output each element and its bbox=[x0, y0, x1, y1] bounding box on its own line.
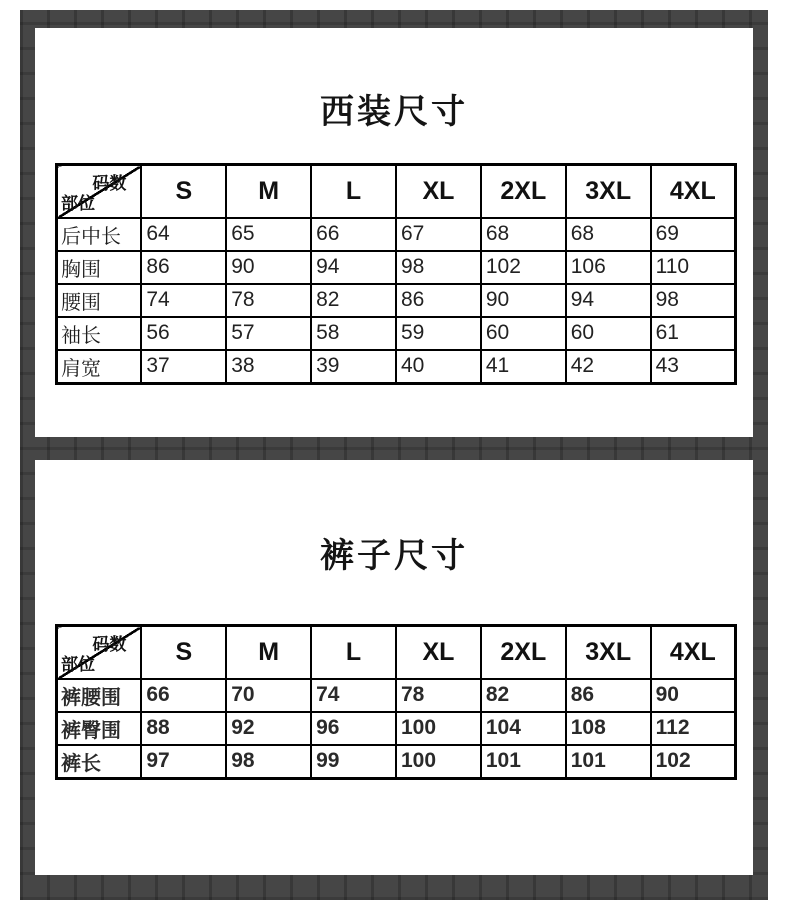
table-row bbox=[57, 284, 736, 317]
size-value: 88 bbox=[141, 712, 226, 745]
corner-part-label: 部位 bbox=[61, 193, 95, 213]
size-value: 97 bbox=[141, 745, 226, 779]
size-value: 74 bbox=[311, 679, 396, 712]
size-value: 96 bbox=[311, 712, 396, 745]
column-header: 3XL bbox=[566, 165, 651, 218]
size-value: 98 bbox=[396, 251, 481, 284]
row-label: 腰围 bbox=[57, 284, 142, 317]
size-value: 102 bbox=[481, 251, 566, 284]
size-value: 38 bbox=[226, 350, 311, 384]
size-value: 98 bbox=[651, 284, 736, 317]
column-header: 3XL bbox=[566, 626, 651, 679]
size-value: 86 bbox=[396, 284, 481, 317]
size-value: 60 bbox=[481, 317, 566, 350]
table-row bbox=[57, 350, 736, 384]
column-header: 4XL bbox=[651, 165, 736, 218]
pants-size-title: 裤子尺寸 bbox=[320, 537, 468, 575]
size-value: 98 bbox=[226, 745, 311, 779]
row-label: 胸围 bbox=[57, 251, 142, 284]
size-value: 90 bbox=[481, 284, 566, 317]
size-value: 43 bbox=[651, 350, 736, 384]
size-value: 69 bbox=[651, 218, 736, 251]
pants-size-table bbox=[55, 624, 737, 780]
size-value: 42 bbox=[566, 350, 651, 384]
suit-size-title: 西装尺寸 bbox=[320, 93, 468, 131]
size-value: 102 bbox=[651, 745, 736, 779]
size-value: 68 bbox=[566, 218, 651, 251]
column-header: 2XL bbox=[481, 626, 566, 679]
size-value: 78 bbox=[396, 679, 481, 712]
column-header: 4XL bbox=[651, 626, 736, 679]
column-header: M bbox=[226, 165, 311, 218]
corner-cell bbox=[57, 165, 142, 218]
column-header: XL bbox=[396, 165, 481, 218]
size-value: 61 bbox=[651, 317, 736, 350]
size-value: 86 bbox=[566, 679, 651, 712]
size-value: 90 bbox=[651, 679, 736, 712]
size-value: 41 bbox=[481, 350, 566, 384]
size-value: 92 bbox=[226, 712, 311, 745]
size-value: 66 bbox=[311, 218, 396, 251]
corner-size-label: 码数 bbox=[92, 174, 127, 193]
size-value: 101 bbox=[481, 745, 566, 779]
row-label: 后中长 bbox=[57, 218, 142, 251]
size-value: 82 bbox=[481, 679, 566, 712]
size-value: 58 bbox=[311, 317, 396, 350]
column-header: XL bbox=[396, 626, 481, 679]
table-row bbox=[57, 712, 736, 745]
size-value: 99 bbox=[311, 745, 396, 779]
size-value: 86 bbox=[141, 251, 226, 284]
size-value: 74 bbox=[141, 284, 226, 317]
size-value: 64 bbox=[141, 218, 226, 251]
column-header: L bbox=[311, 165, 396, 218]
size-value: 94 bbox=[566, 284, 651, 317]
size-value: 65 bbox=[226, 218, 311, 251]
size-value: 78 bbox=[226, 284, 311, 317]
size-value: 68 bbox=[481, 218, 566, 251]
size-value: 56 bbox=[141, 317, 226, 350]
table-row bbox=[57, 218, 736, 251]
size-value: 57 bbox=[226, 317, 311, 350]
row-label: 袖长 bbox=[57, 317, 142, 350]
column-header: M bbox=[226, 626, 311, 679]
size-value: 100 bbox=[396, 712, 481, 745]
size-value: 90 bbox=[226, 251, 311, 284]
size-value: 60 bbox=[566, 317, 651, 350]
size-value: 82 bbox=[311, 284, 396, 317]
size-value: 108 bbox=[566, 712, 651, 745]
size-value: 66 bbox=[141, 679, 226, 712]
size-value: 70 bbox=[226, 679, 311, 712]
corner-cell bbox=[57, 626, 142, 679]
column-header: S bbox=[141, 626, 226, 679]
table-row bbox=[57, 317, 736, 350]
pants-size-panel bbox=[35, 460, 753, 875]
row-label: 裤长 bbox=[57, 745, 142, 779]
size-value: 67 bbox=[396, 218, 481, 251]
column-header: S bbox=[141, 165, 226, 218]
size-value: 94 bbox=[311, 251, 396, 284]
size-value: 100 bbox=[396, 745, 481, 779]
size-value: 112 bbox=[651, 712, 736, 745]
corner-part-label: 部位 bbox=[61, 654, 95, 674]
row-label: 裤臀围 bbox=[57, 712, 142, 745]
corner-size-label: 码数 bbox=[92, 635, 127, 654]
size-value: 110 bbox=[651, 251, 736, 284]
size-value: 40 bbox=[396, 350, 481, 384]
size-value: 59 bbox=[396, 317, 481, 350]
size-value: 39 bbox=[311, 350, 396, 384]
suit-size-table bbox=[55, 163, 737, 385]
table-row bbox=[57, 679, 736, 712]
column-header: L bbox=[311, 626, 396, 679]
row-label: 肩宽 bbox=[57, 350, 142, 384]
row-label: 裤腰围 bbox=[57, 679, 142, 712]
size-value: 106 bbox=[566, 251, 651, 284]
suit-size-panel bbox=[35, 28, 753, 437]
table-row bbox=[57, 251, 736, 284]
table-row bbox=[57, 745, 736, 779]
size-value: 101 bbox=[566, 745, 651, 779]
size-value: 104 bbox=[481, 712, 566, 745]
column-header: 2XL bbox=[481, 165, 566, 218]
size-value: 37 bbox=[141, 350, 226, 384]
